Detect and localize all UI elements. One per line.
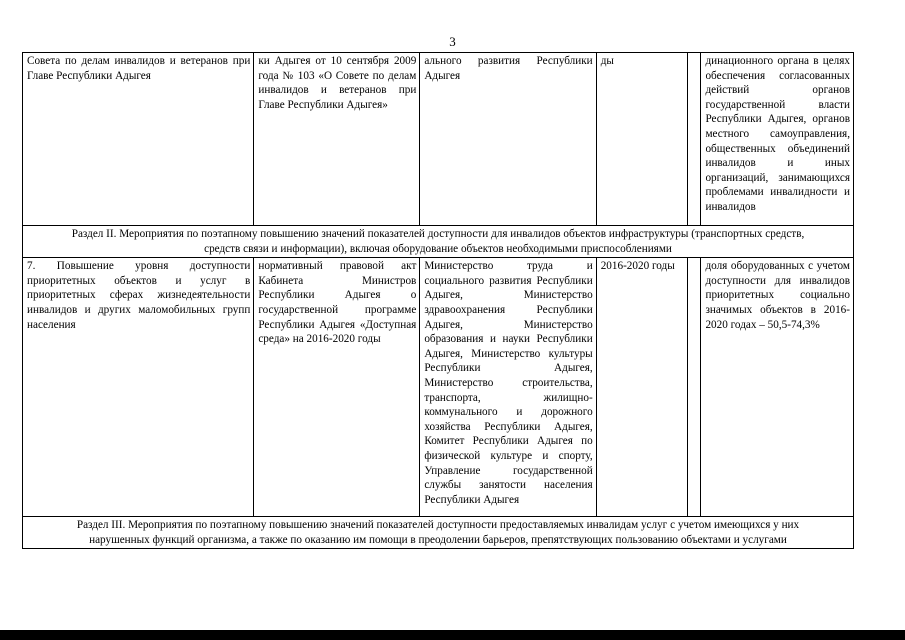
- table-cell-period: 2016-2020 годы: [596, 258, 687, 517]
- table-cell-empty: [687, 53, 700, 226]
- table-cell-measure: 7. Повышение уровня доступности приоритетных объектов и услуг в приоритетных сферах жизнедеятельности инвалидов и других маломобильных групп населения: [23, 258, 254, 517]
- table-cell-document: ки Адыгея от 10 сентября 2009 года № 103 «О Совете по делам инвалидов и ветеранов при Главе Республики Адыгея»: [254, 53, 420, 226]
- measures-table: [22, 52, 854, 549]
- table-cell-measure: Совета по делам инвалидов и ветеранов при Главе Республики Адыгея: [23, 53, 254, 226]
- page-number: 3: [449, 34, 456, 49]
- scan-edge-bar: [0, 630, 905, 640]
- table-cell-executors: ального развития Республики Адыгея: [420, 53, 596, 226]
- table-cell-document: нормативный правовой акт Кабинета Министров Республики Адыгея о государственной программе Республики Адыгея «Доступная среда» на 2016-2020 годы: [254, 258, 420, 517]
- table-cell-result: динационного органа в целях обеспечения согласованных действий органов государственной власти Республики Адыгея, органов местного самоуправления, общественных объединений инвалидов и иных организаций, занимающихся проблемами инвалидности и инвалидов: [701, 53, 854, 226]
- table-row: [23, 53, 854, 226]
- section-heading: Раздел III. Мероприятия по поэтапному повышению значений показателей доступности предоставляемых инвалидам услуг с учетом имеющихся у них нарушенных функций организма, а также по оказанию им помощи в преодолении барьеров, препятствующих пользованию объектами и услугами: [23, 517, 854, 549]
- table-cell-empty: [687, 258, 700, 517]
- section-row: [23, 517, 854, 549]
- section-row: [23, 226, 854, 258]
- section-heading: Раздел II. Мероприятия по поэтапному повышению значений показателей доступности для инвалидов объектов инфраструктуры (транспортных средств, средств связи и информации), включая оборудование объектов необходимыми приспособлениями: [23, 226, 854, 258]
- table-cell-period: ды: [596, 53, 687, 226]
- table-row: [23, 258, 854, 517]
- table-cell-result: доля оборудованных с учетом доступности для инвалидов приоритетных социально значимых объектов в 2016-2020 годах – 50,5-74,3%: [701, 258, 854, 517]
- table-cell-executors: Министерство труда и социального развития Республики Адыгея, Министерство здравоохранения Республики Адыгея, Министерство образования и науки Республики Адыгея, Министерство культуры Республики Адыгея, Министерство строительства, транспорта, жилищно-коммунального и дорожного хозяйства Республики Адыгея, Комитет Республики Адыгея по физической культуре и спорту, Управление государственной службы занятости населения Республики Адыгея: [420, 258, 596, 517]
